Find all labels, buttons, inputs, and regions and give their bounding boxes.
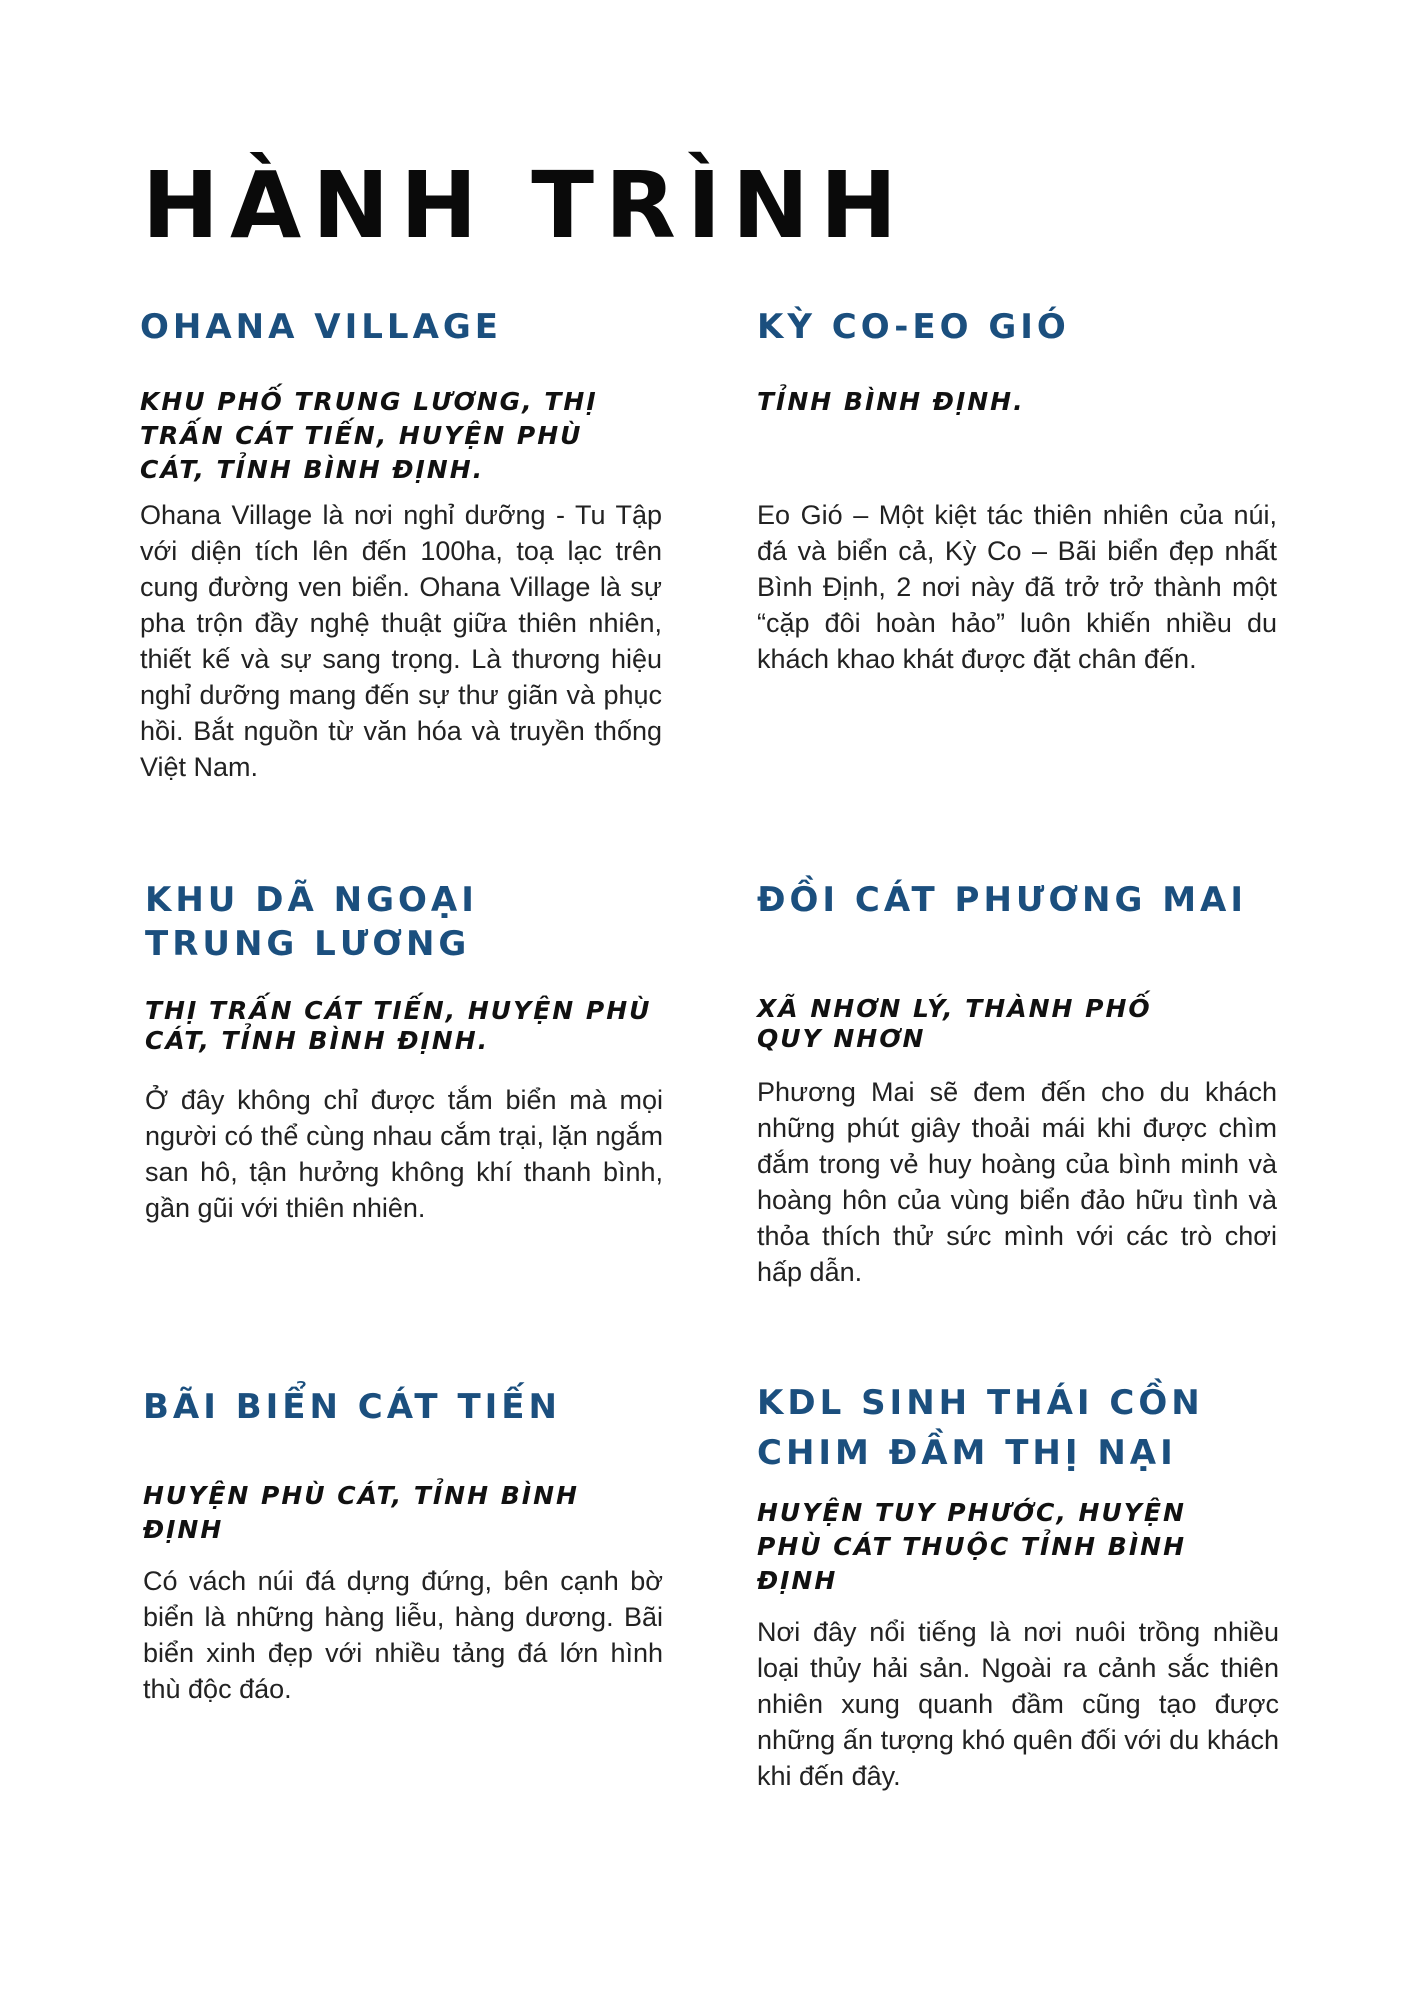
destination-card-kdl-con-chim-dam-thi-nai — [757, 1378, 1279, 1794]
destination-card-bai-bien-cat-tien — [143, 1385, 663, 1707]
destination-title: KỲ CO-EO GIÓ — [757, 307, 1070, 347]
destination-location: XÃ NHƠN LÝ, THÀNH PHỐ QUY NHƠN — [757, 994, 1152, 1053]
destination-location: THỊ TRẤN CÁT TIẾN, HUYỆN PHÙ CÁT, TỈNH BÌNH ĐỊNH. — [145, 996, 652, 1055]
destination-description: Nơi đây nổi tiếng là nơi nuôi trồng nhiều loại thủy hải sản. Ngoài ra cảnh sắc thiên nhiên xung quanh đầm cũng tạo được những ấn tượng khó quên đối với du khách khi đến đây. — [757, 1617, 1279, 1791]
destination-title: KDL SINH THÁI CỒN CHIM ĐẦM THỊ NẠI — [757, 1383, 1204, 1473]
destination-title: ĐỒI CÁT PHƯƠNG MAI — [757, 880, 1248, 920]
page-title: HÀNH TRÌNH — [142, 152, 909, 259]
destination-description: Có vách núi đá dựng đứng, bên cạnh bờ biển là những hàng liễu, hàng dương. Bãi biển xinh đẹp với nhiều tảng đá lớn hình thù độc đáo. — [143, 1566, 663, 1704]
destination-card-ohana-village — [140, 305, 662, 785]
destination-card-ky-co-eo-gio — [757, 305, 1277, 677]
destination-title: BÃI BIỂN CÁT TIẾN — [143, 1387, 561, 1427]
destination-description: Phương Mai sẽ đem đến cho du khách những phút giây thoải mái khi được chìm đắm trong vẻ huy hoàng của bình minh và hoàng hôn của vùng biển đảo hữu tình và thỏa thích thử sức mình với các trò chơi hấp dẫn. — [757, 1077, 1277, 1287]
destination-title: OHANA VILLAGE — [140, 307, 503, 347]
destination-card-khu-da-ngoai-trung-luong — [145, 878, 663, 1226]
destination-location: TỈNH BÌNH ĐỊNH. — [757, 387, 1025, 416]
destination-description: Ở đây không chỉ được tắm biển mà mọi người có thể cùng nhau cắm trại, lặn ngắm san hô, tận hưởng không khí thanh bình, gần gũi với thiên nhiên. — [145, 1085, 663, 1223]
destination-card-doi-cat-phuong-mai — [757, 878, 1277, 1290]
destination-location: HUYỆN PHÙ CÁT, TỈNH BÌNH ĐỊNH — [143, 1481, 579, 1544]
destination-location: HUYỆN TUY PHƯỚC, HUYỆN PHÙ CÁT THUỘC TỈNH BÌNH ĐỊNH — [757, 1498, 1186, 1595]
destination-description: Ohana Village là nơi nghỉ dưỡng - Tu Tập với diện tích lên đến 100ha, toạ lạc trên cung đường ven biển. Ohana Village là sự pha trộn đầy nghệ thuật giữa thiên nhiên, thiết kế và sự sang trọng. Là thương hiệu nghỉ dưỡng mang đến sự thư giãn và phục hồi. Bắt nguồn từ văn hóa và truyền thống Việt Nam. — [140, 500, 662, 782]
destination-description: Eo Gió – Một kiệt tác thiên nhiên của núi, đá và biển cả, Kỳ Co – Bãi biển đẹp nhất Bình Định, 2 nơi này đã trở trở thành một “cặp đôi hoàn hảo” luôn khiến nhiều du khách khao khát được đặt chân đến. — [757, 500, 1277, 674]
destination-location: KHU PHỐ TRUNG LƯƠNG, THỊ TRẤN CÁT TIẾN, HUYỆN PHÙ CÁT, TỈNH BÌNH ĐỊNH. — [140, 387, 598, 484]
destination-title: KHU DÃ NGOẠI TRUNG LƯƠNG — [145, 880, 478, 964]
